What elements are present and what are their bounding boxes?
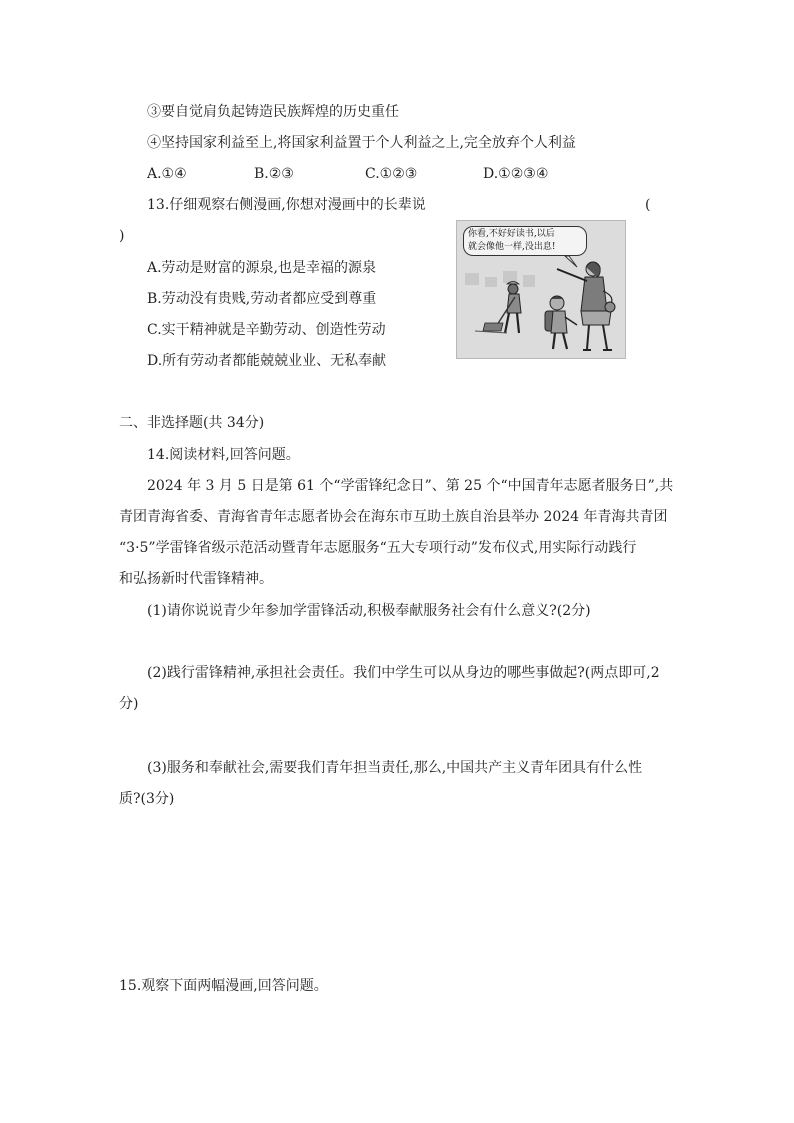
comic-sweeper-figure <box>475 282 521 334</box>
q12-option-b: B.②③ <box>254 166 294 182</box>
q12-option-a: A.①④ <box>147 166 187 182</box>
comic-speech-line-2: 就会像他一样,没出息! <box>468 242 556 252</box>
comic-speech-line-1: 你看,不好好读书,以后 <box>468 229 555 239</box>
q12-option-c: C.①②③ <box>365 166 418 182</box>
q13-option-c: C.实干精神就是辛勤劳动、创造性劳动 <box>147 322 386 338</box>
q12-statement-4: ④坚持国家利益至上,将国家利益置于个人利益之上,完全放弃个人利益 <box>147 135 576 151</box>
q13-comic-image <box>456 220 626 359</box>
q13-answer-paren-open: ( <box>645 197 651 213</box>
q14-stem: 14.阅读材料,回答问题。 <box>147 447 300 463</box>
q12-option-d: D.①②③④ <box>483 166 549 182</box>
q13-stem: 13.仔细观察右侧漫画,你想对漫画中的长辈说 <box>147 197 426 213</box>
q14-material-line-1: 2024 年 3 月 5 日是第 61 个“学雷锋纪念日”、第 25 个“中国青年志愿者服务日”,共 <box>147 478 674 494</box>
comic-child-figure <box>545 296 577 349</box>
q13-option-a: A.劳动是财富的源泉,也是幸福的源泉 <box>147 260 377 276</box>
bubble-tail <box>565 256 577 267</box>
q13-option-d: D.所有劳动者都能兢兢业业、无私奉献 <box>147 353 387 369</box>
q15-stem: 15.观察下面两幅漫画,回答问题。 <box>119 978 328 994</box>
q14-sub-question-2-line-2: 分) <box>119 696 139 712</box>
section-2-title: 二、非选择题(共 34分) <box>119 415 265 431</box>
q14-sub-question-2-line-1: (2)践行雷锋精神,承担社会责任。我们中学生可以从身边的哪些事做起?(两点即可,2 <box>147 665 660 681</box>
q14-material-line-2: 青团青海省委、青海省青年志愿者协会在海东市互助土族自治县举办 2024 年青海共青团 <box>119 509 668 525</box>
q13-option-b: B.劳动没有贵贱,劳动者都应受到尊重 <box>147 291 377 307</box>
q12-statement-3: ③要自觉肩负起铸造民族辉煌的历史重任 <box>147 104 399 120</box>
q13-answer-paren-close: ) <box>119 228 125 244</box>
comic-adult-figure <box>557 262 615 350</box>
comic-figures <box>457 221 625 358</box>
q14-sub-question-1: (1)请你说说青少年参加学雷锋活动,积极奉献服务社会有什么意义?(2分) <box>147 603 591 619</box>
q14-sub-question-3-line-1: (3)服务和奉献社会,需要我们青年担当责任,那么,中国共产主义青年团具有什么性 <box>147 760 643 776</box>
q14-material-line-4: 和弘扬新时代雷锋精神。 <box>119 571 273 587</box>
q14-sub-question-3-line-2: 质?(3分) <box>119 791 175 807</box>
comic-background-texture <box>465 271 535 287</box>
q14-material-line-3: “3·5”学雷锋省级示范活动暨青年志愿服务“五大专项行动”发布仪式,用实际行动践行 <box>119 540 637 556</box>
